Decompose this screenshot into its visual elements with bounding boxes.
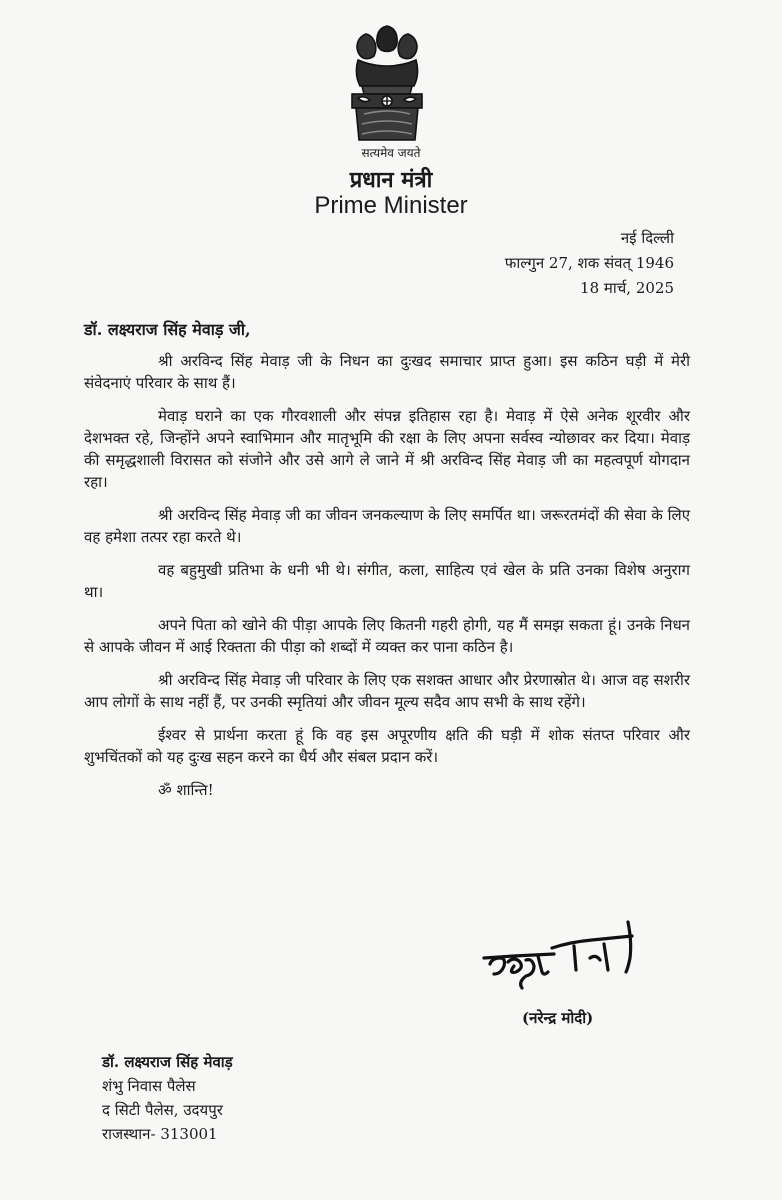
- paragraph-welfare: श्री अरविन्द सिंह मेवाड़ जी का जीवन जनकल्याण के लिए समर्पित था। जरूरतमंदों की सेवा के लिए वह हमेशा तत्पर रहा करते थे।: [84, 506, 690, 546]
- recipient-line-1: शंभु निवास पैलेस: [102, 1077, 196, 1095]
- place-text: नई दिल्ली: [620, 229, 674, 247]
- gregorian-date-text: 18 मार्च, 2025: [580, 279, 674, 297]
- paragraph-loss: अपने पिता को खोने की पीड़ा आपके लिए कितनी गहरी होगी, यह मैं समझ सकता हूं। उनके निधन से आपके जीवन में आई रिक्तता की पीड़ा को शब्दों में व्यक्त कर पाना कठिन है।: [84, 616, 690, 656]
- paragraph-condolence: श्री अरविन्द सिंह मेवाड़ जी के निधन का दुःखद समाचार प्राप्त हुआ। इस कठिन घड़ी में मेरी संवेदनाएं परिवार के साथ हैं।: [84, 352, 690, 392]
- recipient-name: डॉ. लक्ष्यराज सिंह मेवाड़: [102, 1053, 233, 1071]
- recipient-address: [102, 1050, 233, 1146]
- recipient-line-3: राजस्थान- 313001: [102, 1125, 218, 1143]
- paragraph-memories: श्री अरविन्द सिंह मेवाड़ जी परिवार के लिए एक सशक्त आधार और प्रेरणास्रोत थे। आज वह सशरीर आप लोगों के साथ नहीं हैं, पर उनकी स्मृतियां और जीवन मूल्य सदैव आप सभी के साथ रहेंगे।: [84, 671, 690, 711]
- office-title-hindi: प्रधान मंत्री: [349, 167, 433, 193]
- saka-date-text: फाल्गुन 27, शक संवत् 1946: [504, 254, 674, 272]
- recipient-line-2: द सिटी पैलेस, उदयपुर: [102, 1101, 223, 1119]
- paragraph-heritage: मेवाड़ घराने का एक गौरवशाली और संपन्न इतिहास रहा है। मेवाड़ में ऐसे अनेक शूरवीर और देशभक्त रहे, जिन्होंने अपने स्वाभिमान और मातृभूमि की रक्षा के लिए अपना सर्वस्व न्योछावर कर दिया। मेवाड़ की समृद्धशाली विरासत को संजोने और उसे आगे ले जाने में श्री अरविन्द सिंह मेवाड़ जी का महत्वपूर्ण योगदान रहा।: [84, 407, 690, 491]
- office-title-english: Prime Minister: [314, 192, 468, 219]
- paragraph-talent: वह बहुमुखी प्रतिभा के धनी भी थे। संगीत, कला, साहित्य एवं खेल के प्रति उनका विशेष अनुराग था।: [84, 561, 690, 601]
- paragraph-prayer: ईश्वर से प्रार्थना करता हूं कि वह इस अपूरणीय क्षति की घड़ी में शोक संतप्त परिवार और शुभचिंतकों को यह दुःख सहन करने का धैर्य और संबल प्रदान करें।: [84, 726, 690, 766]
- dateline: [505, 226, 674, 301]
- salutation: डॉ. लक्ष्यराज सिंह मेवाड़ जी,: [84, 320, 251, 339]
- letter-body: [84, 350, 690, 812]
- motto-text: सत्यमेव जयते: [361, 146, 421, 160]
- signature-icon: [478, 918, 658, 1002]
- national-emblem-icon: [332, 20, 442, 146]
- closing-text: ॐ शान्ति!: [158, 781, 214, 799]
- signatory-name: (नरेन्द्र मोदी): [522, 1009, 594, 1027]
